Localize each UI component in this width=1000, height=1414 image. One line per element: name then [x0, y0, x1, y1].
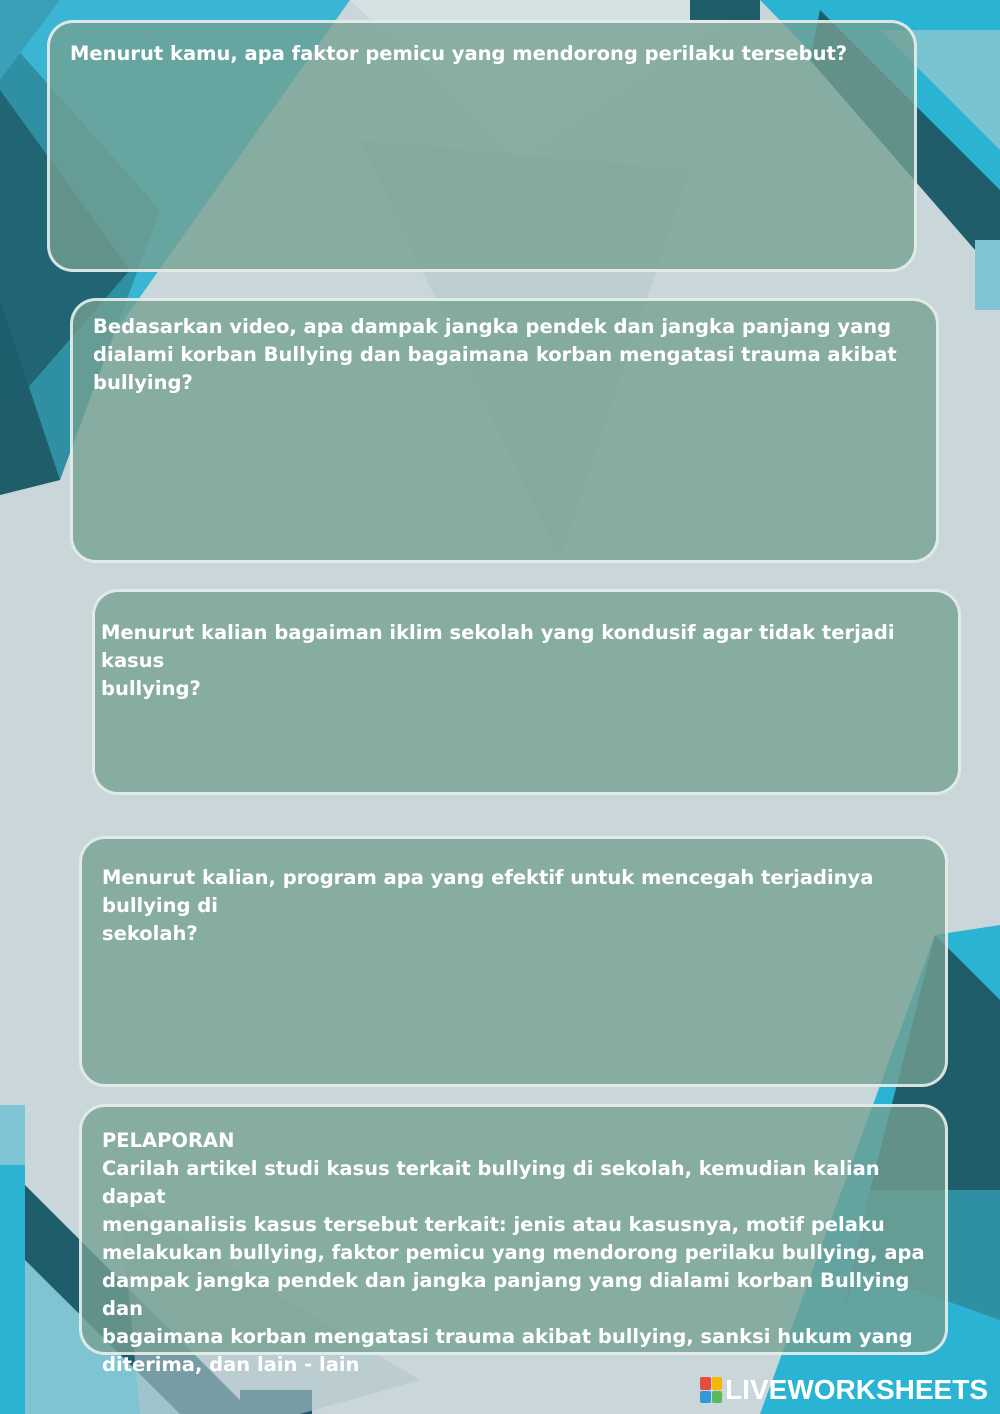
question-box-1: [47, 20, 917, 272]
question-text-2: Bedasarkan video, apa dampak jangka pendek dan jangka panjang yang dialami korban Bullying dan bagaimana korban mengatasi trauma akibat bullying?: [93, 315, 897, 394]
question-box-4: [79, 836, 948, 1087]
liveworksheets-logo: [700, 1374, 988, 1406]
question-text-3: Menurut kalian bagaiman iklim sekolah yang kondusif agar tidak terjadi kasus bullying?: [101, 621, 895, 700]
question-box-2: [70, 298, 939, 563]
logo-text: LIVEWORKSHEETS: [725, 1374, 988, 1405]
question-text-1: Menurut kamu, apa faktor pemicu yang mendorong perilaku tersebut?: [70, 42, 848, 65]
report-text: Carilah artikel studi kasus terkait bullying di sekolah, kemudian kalian dapat menganalisis kasus tersebut terkait: jenis atau kasusnya, motif pelaku melakukan bullying, faktor pemicu yang mendorong perilaku bullying, apa dampak jangka pendek dan jangka panjang yang dialami korban Bullying dan bagaimana korban mengatasi trauma akibat bullying, sanksi hukum yang diterima, dan lain - lain: [102, 1157, 925, 1376]
report-box: [79, 1104, 948, 1376]
logo-mark-icon: [700, 1377, 722, 1403]
report-heading: PELAPORAN: [102, 1129, 235, 1152]
question-box-3: [92, 589, 961, 795]
question-text-4: Menurut kalian, program apa yang efektif untuk mencegah terjadinya bullying di sekolah?: [102, 866, 874, 945]
